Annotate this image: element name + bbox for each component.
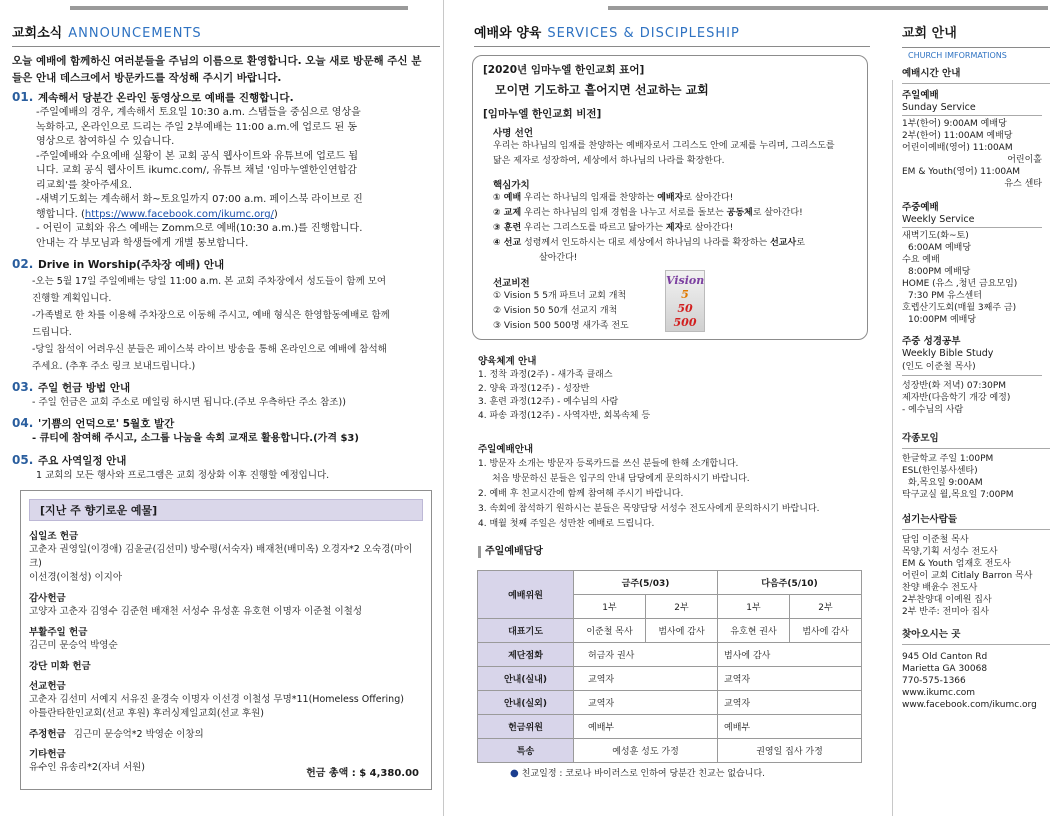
announcement-title: '기쁨의 언덕으로' 5월호 발간	[38, 417, 175, 430]
duty-cell: 교역자	[718, 667, 862, 691]
staff-line: 담임 이준철 목사	[902, 535, 969, 545]
guide-item: 3. 속회에 참석하기 원하시는 분들은 목양담당 서성수 전도사에게 문의하시기 바랍니다.	[478, 504, 820, 514]
mission-vision-title: 선교비전	[493, 278, 530, 289]
announcement-number: 03.	[12, 380, 34, 394]
column-divider	[892, 80, 893, 816]
duty-cell: 교역자	[574, 667, 718, 691]
schedule-line: 수요 예배	[902, 255, 940, 265]
facebook-link[interactable]: https://www.facebook.com/ikumc.org/	[84, 208, 274, 220]
guide-item: 1. 방문자 소개는 방문자 등록카드를 쓰신 분들에 한해 소개합니다.	[478, 459, 739, 469]
value-number: ④ 선교	[493, 238, 522, 248]
sunday-guide-list	[478, 457, 874, 532]
offerings-title: [지난 주 향기로운 예물]	[29, 499, 423, 521]
duty-heading: 주일예배담당	[478, 546, 874, 558]
top-strip-right	[608, 6, 1048, 10]
schedule-line: - 예수님의 사람	[902, 405, 964, 415]
table-row	[478, 643, 862, 667]
guide-item: 처음 방문하신 분들은 입구의 안내 담당에게 문의하시기 바랍니다.	[492, 474, 750, 484]
schedule-line: HOME (유스 ,청년 금요모임)	[902, 279, 1018, 289]
group-line: 화,목요일 9:00AM	[908, 478, 983, 488]
bible-study-title: 주중 성경공부	[902, 336, 961, 347]
value-text: 우리는 하나님의 임재 경험을 나누고 서로를 돌보는	[524, 208, 727, 218]
duty-cell: 범사에 감사	[718, 643, 862, 667]
schedule-line: 8:00PM 예배당	[908, 267, 971, 277]
duty-cell: 유호현 권사	[718, 619, 790, 643]
announcement-03	[12, 380, 440, 411]
announcement-title: Drive in Worship(주차장 예배) 안내	[38, 259, 225, 271]
column-divider	[443, 0, 444, 816]
table-row	[478, 715, 862, 739]
body-line: -당일 참석이 어려우신 분들은 페이스북 라이브 방송을 통해 온라인으로 예배에 참석해	[32, 344, 387, 355]
duty-cell: 교역자	[574, 691, 718, 715]
announcement-heading	[12, 90, 440, 106]
nurture-item: 1. 정착 과정(2주) - 새가족 클래스	[478, 370, 613, 380]
schedule-line: 성장반(화 저녁) 07:30PM	[902, 381, 1007, 391]
badge-number: 50	[677, 302, 693, 315]
worship-duty-table	[477, 570, 862, 763]
sunday-service-title: 주일예배	[902, 90, 939, 101]
weekly-service-title: 주중예배	[902, 202, 939, 213]
group-line: 탁구교실 월,목요일 7:00PM	[902, 490, 1014, 500]
announcement-number: 05.	[12, 453, 34, 467]
fellowship-note	[510, 766, 765, 779]
facebook-page-link[interactable]: www.facebook.com/ikumc.org	[902, 700, 1037, 710]
names-line: 고춘자 김선미 서예지 서유진 윤경숙 이명자 이선경 이철성 무명*11(Homeless Offering)	[29, 694, 404, 705]
easter-names: 김근미 문승억 박영순	[29, 640, 118, 651]
service-2-header: 2부	[790, 595, 862, 619]
staff-heading: 섬기는사람들	[902, 513, 1050, 530]
worship-times-heading: 예배시간 안내	[902, 67, 1050, 84]
intro-line: 오늘 예배에 함께하신 여러분들을 주님의 이름으로 환영합니다. 오늘 새로 방문해 주신 분	[12, 55, 422, 67]
this-week-header: 금주(5/03)	[574, 571, 718, 595]
duty-cell: 허금자 권사	[574, 643, 718, 667]
tithe-label: 십일조 헌금	[29, 531, 79, 542]
note-text: 친교일정 : 코로나 바이러스로 인하여 당분간 친교는 없습니다.	[521, 769, 766, 779]
duty-cell: 범사에 감사	[646, 619, 718, 643]
bullet-dot-icon: ●	[510, 768, 519, 779]
value-key: 제자	[665, 223, 684, 233]
announcement-heading	[12, 416, 440, 432]
vision-heading: [임마누엘 한인교회 비전]	[483, 108, 602, 120]
announcement-body	[36, 469, 440, 484]
core-values-title: 핵심가치	[493, 180, 530, 191]
staff-line: 2부찬양대 이예원 집사	[902, 595, 992, 605]
mission-line: 우리는 하나님의 임재를 찬양하는 예배자로서 그리스도 안에 교제를 누리며, 그리스도를	[493, 141, 835, 151]
schedule-line: 어린이예배(영어) 11:00AM	[902, 143, 1013, 153]
title-rule	[902, 47, 1050, 48]
announcement-heading	[12, 257, 440, 273]
schedule-line: 10:00PM 예배당	[908, 315, 977, 325]
table-row	[478, 667, 862, 691]
announcement-04	[12, 416, 440, 447]
schedule-line: 6:00AM 예배당	[908, 243, 972, 253]
body-line: - 큐티에 참여해 주시고, 소그룹 나눔을 속회 교재로 활용합니다.(가격 $3)	[32, 432, 359, 444]
body-text: 행합니다. (	[36, 208, 85, 220]
building-names: 김근미 문승억*2 박영순 이창의	[73, 729, 204, 740]
sunday-guide	[478, 443, 874, 532]
weekly-service-en: Weekly Service	[902, 214, 1042, 228]
names-line: 이선경(이철성) 이지아	[29, 572, 123, 583]
thanks-names: 고양자 고춘자 김영수 김준현 배재천 서성수 유성훈 유호현 이명자 이준철 이철성	[29, 606, 363, 617]
nurture-system	[478, 355, 874, 423]
thanks-label: 감사헌금	[29, 593, 66, 604]
core-value-continued: 살아간다!	[539, 253, 578, 263]
title-rule	[12, 46, 440, 47]
schedule-location: 유스 센타	[1004, 179, 1042, 189]
nurture-list	[478, 369, 874, 423]
duty-cell: 교역자	[718, 691, 862, 715]
body-line: 녹화하고, 온라인으로 드리는 주일 2부예배는 11:00 a.m.에 업로드 된 동	[36, 121, 358, 133]
value-key: 선교사	[770, 238, 797, 248]
guide-item: 2. 예배 후 친교시간에 함께 참여해 주시기 바랍니다.	[478, 489, 684, 499]
vision-item: ② Vision 50 50개 선교지 개척	[493, 306, 618, 316]
announcement-body	[32, 273, 440, 375]
nurture-item: 2. 양육 과정(12주) - 성장반	[478, 383, 590, 394]
announcement-body	[32, 432, 440, 447]
body-line: -오는 5월 17일 주일예배는 당일 11:00 a.m. 본 교회 주차장에서 성도들이 함께 모여	[32, 276, 387, 287]
announcement-number: 01.	[12, 90, 34, 104]
duty-label: 안내(실내)	[478, 667, 574, 691]
duty-cell: 예성훈 성도 가정	[574, 739, 718, 763]
announcement-body	[32, 396, 440, 411]
core-value	[493, 221, 857, 236]
announcement-number: 04.	[12, 415, 34, 430]
vision-item: ① Vision 5 5개 파트너 교회 개척	[493, 291, 627, 301]
value-text: 성령께서 인도하시는 대로 세상에서 하나님의 나라를 확장하는	[524, 238, 771, 248]
announcement-title: 주요 사역일정 안내	[38, 455, 127, 467]
groups-heading: 각종모임	[902, 432, 1050, 449]
value-number: ① 예배	[493, 193, 522, 203]
service-2-header: 2부	[646, 595, 718, 619]
body-line: 리교회'를 찾아주세요.	[36, 179, 133, 191]
announcement-heading	[12, 453, 440, 469]
duty-heading-block	[478, 546, 874, 558]
offerings-box	[20, 490, 432, 790]
building-label: 주정헌금	[29, 729, 66, 740]
schedule-line: 1부(한어) 9:00AM 예배당	[902, 119, 1007, 129]
service-1-header: 1부	[718, 595, 790, 619]
title-rule	[474, 46, 870, 47]
motto-text: 모이면 기도하고 흩어지면 선교하는 교회	[495, 83, 709, 97]
value-end: 로 살아간다!	[752, 208, 803, 218]
mission-statement	[493, 139, 857, 169]
mission-statement-title: 사명 선언	[493, 128, 534, 139]
tithe-names	[29, 543, 423, 585]
body-line: 1 교회의 모든 행사와 프로그램은 교회 정상화 이후 진행할 예정입니다.	[36, 470, 330, 481]
service-1-header: 1부	[574, 595, 646, 619]
mission-names	[29, 693, 423, 721]
announcement-02	[12, 257, 440, 375]
offering-total: 헌금 총액 : $ 4,380.00	[306, 768, 419, 779]
duty-cell: 예배부	[718, 715, 862, 739]
services-section	[474, 22, 870, 47]
duty-cell: 이준철 목사	[574, 619, 646, 643]
schedule-location: 어린이홀	[1007, 155, 1042, 165]
staff-line: EM & Youth 엄재호 전도사	[902, 559, 1011, 569]
next-week-header: 다음주(5/10)	[718, 571, 862, 595]
sunday-service-en: Sunday Service	[902, 102, 1042, 116]
body-line: 니다. 교회 공식 웹사이트 ikumc.com/, 유튜브 채널 '임마누엘한인연합감	[36, 165, 357, 176]
intro-line: 들은 안내 데스크에서 방문카드를 작성해 주시기 바랍니다.	[12, 72, 282, 84]
mission-label: 선교헌금	[29, 681, 66, 692]
services-title-en: SERVICES & DISCIPLESHIP	[547, 26, 740, 41]
building-offering	[29, 728, 423, 741]
church-info-section	[902, 22, 1052, 711]
body-line: 안내는 각 부모님과 학생들에게 개별 통보합니다.	[36, 237, 249, 249]
altar-label: 강단 미화 헌금	[29, 661, 91, 672]
schedule-line: EM & Youth(영어) 11:00AM	[902, 167, 1021, 177]
duty-cell: 권영일 집사 가정	[718, 739, 862, 763]
table-row	[478, 691, 862, 715]
vision-item: ③ Vision 500 500명 새가족 전도	[493, 321, 629, 331]
badge-word: Vision	[666, 274, 705, 287]
badge-number: 500	[673, 316, 697, 329]
staff-line: 목양,기획 서성수 전도사	[902, 547, 998, 557]
names-line: 고춘자 권영일(이경애) 김윤균(김선미) 방수평(서숙자) 배재천(배미옥) 오경자*2 오숙경(마이크)	[29, 544, 413, 569]
announcement-01	[12, 90, 440, 251]
group-line: ESL(한인봉사센타)	[902, 466, 978, 476]
motto-heading: [2020년 임마누엘 한인교회 표어]	[483, 64, 645, 76]
body-text: )	[273, 208, 278, 220]
other-names: 유수인 유송리*2(자녀 서원)	[29, 762, 146, 773]
core-value	[493, 206, 857, 221]
body-line: 드립니다.	[32, 327, 72, 338]
value-text: 우리는 하나님의 임재를 찬양하는	[524, 193, 658, 203]
announcement-heading	[12, 380, 440, 396]
church-info-title: 교회 안내	[902, 26, 957, 41]
services-title-ko: 예배와 양육	[474, 26, 542, 41]
group-line: 한글학교 주일 1:00PM	[902, 454, 994, 464]
names-line: 아틀란타한인교회(선교 후원) 후러싱제일교회(선교 후원)	[29, 708, 264, 719]
schedule-line: 호렙산기도회(매월 3째주 금)	[902, 303, 1017, 313]
schedule-line: 제자반(다음학기 개강 예정)	[902, 393, 1011, 403]
body-line: 진행할 계획입니다.	[32, 293, 112, 304]
address-line: Marietta GA 30068	[902, 664, 988, 674]
value-number: ③ 훈련	[493, 223, 522, 233]
value-number: ② 교제	[493, 208, 522, 218]
body-line: 영상으로 참여하실 수 있습니다.	[36, 136, 175, 147]
guide-item: 4. 매월 첫째 주일은 성만찬 예배로 드립니다.	[478, 519, 655, 529]
announcement-title: 주일 헌금 방법 안내	[38, 382, 131, 394]
announcement-title: 계속해서 당분간 온라인 동영상으로 예배를 진행합니다.	[38, 92, 294, 104]
duty-col-label: 예배위원	[478, 571, 574, 619]
announcement-body	[36, 106, 440, 251]
table-row	[478, 571, 862, 595]
schedule-line: 새벽기도(화~토)	[902, 231, 969, 241]
duty-label: 안내(실외)	[478, 691, 574, 715]
schedule-line: (인도 이준철 목사)	[902, 361, 1042, 376]
body-line	[36, 208, 440, 223]
welcome-intro	[12, 53, 440, 87]
duty-label: 제단점화	[478, 643, 574, 667]
value-end: 로 살아간다!	[683, 223, 734, 233]
announcements-title-ko: 교회소식	[12, 26, 63, 41]
duty-cell: 범사에 감사	[790, 619, 862, 643]
address-heading: 찾아오시는 곳	[902, 628, 1050, 645]
value-end: 로	[796, 238, 805, 248]
body-line: -주일예배와 수요예배 실황이 본 교회 공식 웹사이트와 유튜브에 업로드 됩	[36, 150, 359, 162]
body-line: - 어린이 교회와 유스 예배는 Zomm으로 예배(10:30 a.m.)를 진행합니다.	[36, 223, 363, 234]
value-end: 로 살아간다!	[683, 193, 734, 203]
announcements-title-en: ANNOUNCEMENTS	[68, 26, 202, 41]
bible-study-en: Weekly Bible Study	[902, 348, 994, 359]
duty-label: 대표기도	[478, 619, 574, 643]
website-link[interactable]: www.ikumc.com	[902, 688, 976, 698]
body-line: - 주일 헌금은 교회 주소로 메일링 하시면 됩니다.(주보 우측하단 주소 참조))	[32, 397, 346, 408]
value-key: 예배자	[657, 193, 684, 203]
nurture-heading: 양육체계 안내	[478, 356, 537, 367]
announcements-section	[12, 22, 440, 484]
duty-cell: 예배부	[574, 715, 718, 739]
address-line: 770-575-1366	[902, 676, 966, 686]
nurture-item: 3. 훈련 과정(12주) - 예수님의 사람	[478, 397, 619, 407]
table-row	[478, 739, 862, 763]
duty-label: 특송	[478, 739, 574, 763]
mission-line: 닮은 제자로 성장하여, 세상에서 하나님의 나라를 확장한다.	[493, 156, 725, 166]
body-line: -주일예배의 경우, 계속해서 토요일 10:30 a.m. 스탭들을 중심으로 영상을	[36, 107, 361, 118]
value-text: 우리는 그리스도를 따르고 닮아가는	[524, 223, 666, 233]
motto-vision-box	[472, 55, 868, 340]
staff-line: 찬양 배윤수 전도사	[902, 583, 978, 593]
schedule-line: 7:30 PM 유스센터	[908, 291, 982, 301]
staff-line: 2부 반주: 전미아 집사	[902, 607, 989, 617]
body-line: -가족별로 한 차를 이용해 주차장으로 이동해 주시고, 예배 형식은 한영합동예배로 함께	[32, 310, 390, 321]
duty-label: 헌금위원	[478, 715, 574, 739]
body-line: -새벽기도회는 계속해서 화~토요일까지 07:00 a.m. 페이스북 라이브로 진	[36, 194, 363, 205]
vision-badge-image	[665, 270, 705, 332]
other-label: 기타헌금	[29, 749, 66, 760]
value-key: 공동체	[726, 208, 753, 218]
badge-number: 5	[681, 288, 689, 301]
announcement-number: 02.	[12, 257, 34, 271]
services-title	[474, 22, 870, 41]
easter-label: 부활주일 헌금	[29, 627, 88, 638]
table-row	[478, 619, 862, 643]
core-value	[493, 191, 857, 206]
staff-line: 어린이 교회 Citlaly Barron 목사	[902, 571, 1033, 581]
schedule-line: 2부(한어) 11:00AM 예배당	[902, 131, 1013, 141]
announcements-title	[12, 22, 440, 41]
body-line: 주세요. (추후 주소 링크 보내드립니다.)	[32, 361, 196, 372]
top-strip-left	[70, 6, 408, 10]
sunday-guide-heading: 주일예배안내	[478, 444, 534, 455]
core-value	[493, 236, 857, 251]
nurture-item: 4. 파송 과정(12주) - 사역자반, 회복속체 등	[478, 410, 651, 421]
address-line: 945 Old Canton Rd	[902, 652, 988, 662]
announcement-05	[12, 453, 440, 484]
church-info-subtitle: CHURCH IMFORMATIONS	[908, 51, 1007, 60]
